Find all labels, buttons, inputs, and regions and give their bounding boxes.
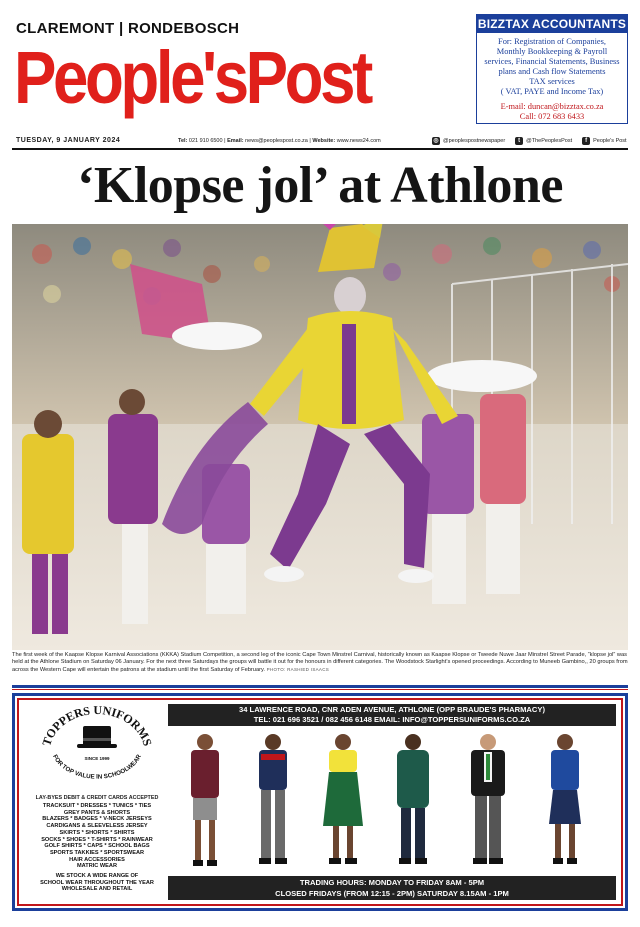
twitter-icon: t bbox=[515, 137, 523, 145]
toppers-logo-bottom-path: FOR TOP VALUE IN SCHOOLWEAR bbox=[51, 753, 143, 781]
student-figure bbox=[191, 734, 219, 866]
toppers-item: SKIRTS * SHORTS * SHIRTS bbox=[59, 829, 135, 836]
student-figure bbox=[397, 734, 429, 864]
headline: ‘Klopse jol’ at Athlone bbox=[77, 157, 563, 214]
toppers-item: SOCKS * SHOES * T-SHIRTS * RAINWEAR bbox=[41, 836, 153, 843]
carnival-photo bbox=[12, 224, 628, 650]
student-figure bbox=[549, 734, 581, 864]
newspaper-logo: People'sPost bbox=[14, 36, 370, 119]
bizztax-line: plans and Cash flow Statements bbox=[498, 67, 606, 76]
masthead bbox=[0, 0, 640, 150]
issue-date: TUESDAY, 9 JANUARY 2024 bbox=[16, 137, 121, 144]
website-value: www.news24.com bbox=[336, 138, 381, 144]
toppers-since: SINCE 1999 bbox=[84, 756, 110, 761]
toppers-stock-note bbox=[27, 873, 167, 893]
instagram-link bbox=[432, 137, 505, 145]
edition-areas: CLAREMONT | RONDEBOSCH bbox=[16, 20, 240, 37]
toppers-item: BLAZERS * BADGES * V-NECK JERSEYS bbox=[42, 816, 152, 823]
toppers-stock-line: WE STOCK A WIDE RANGE OF bbox=[55, 873, 139, 880]
instagram-icon: ◎ bbox=[433, 138, 439, 144]
toppers-item: HAIR ACCESSORIES bbox=[69, 856, 125, 863]
toppers-left-column bbox=[27, 704, 167, 904]
twitter-handle: @ThePeoplesPost bbox=[526, 138, 573, 144]
toppers-hours-line-1: TRADING HOURS: MONDAY TO FRIDAY 8AM - 5PM bbox=[299, 878, 485, 887]
bizztax-line: services, Financial Statements, Business bbox=[484, 57, 620, 66]
toppers-item: GOLF SHIRTS * CAPS * SCHOOL BAGS bbox=[44, 843, 150, 850]
toppers-item: SPORTS TAKKIES * SPORTSWEAR bbox=[49, 849, 145, 856]
email-value: news@peoplespost.co.za bbox=[245, 138, 308, 144]
facebook-link bbox=[582, 137, 626, 145]
email-label: Email: bbox=[227, 138, 244, 144]
toppers-trading-hours bbox=[168, 876, 616, 900]
twitter-link bbox=[515, 137, 572, 145]
student-figure bbox=[259, 734, 287, 864]
top-hat-icon bbox=[77, 726, 117, 748]
student-figure bbox=[323, 734, 363, 864]
minstrel-dancer-illustration bbox=[12, 224, 628, 650]
facebook-icon: f bbox=[582, 137, 590, 145]
bizztax-contact bbox=[477, 102, 627, 122]
toppers-contact: TEL: 021 696 3521 / 082 456 6148 EMAIL: INFO@TOPPERSUNIFORMS.CO.ZA bbox=[253, 715, 531, 724]
bizztax-line: ( VAT, PAYE and Income Tax) bbox=[500, 87, 604, 96]
toppers-stock-line: WHOLESALE AND RETAIL bbox=[61, 886, 133, 893]
social-links bbox=[432, 137, 627, 145]
student-figure bbox=[471, 734, 505, 864]
section-divider-accent bbox=[12, 689, 628, 690]
bizztax-email: E-mail: duncan@bizztax.co.za bbox=[500, 102, 604, 111]
bizztax-advert bbox=[476, 14, 628, 124]
caption-text: The first week of the Kaapse Klopse Karnival Associations (KKKA) Stadium Competition, a second leg of the iconic Cape Town Minstrel Carnival, historically known as Kaapse Klopse or Tweede Nuwe Jaar Minstrel Street Parade, “klopse jol” was held at the Athlone Stadium on Saturday 06 January. For the next three Saturdays the groups will battle it out for the honours in different categories. The Woodstock Starlight’s opened proceedings. According to Muneeb Gambino,, 20 groups from across the Western Cape will entertain the patrons at the stadium until the first Saturday of February. bbox=[12, 652, 628, 674]
photo-caption bbox=[12, 652, 628, 675]
bizztax-phone: Call: 072 683 6433 bbox=[519, 112, 585, 121]
toppers-item: CARDIGANS & SLEEVELESS JERSEY bbox=[46, 823, 148, 830]
toppers-item: MATRIC WEAR bbox=[77, 863, 117, 870]
toppers-address-bar bbox=[168, 704, 616, 726]
toppers-payment: LAY-BYES DEBIT & CREDIT CARDS ACCEPTED bbox=[35, 795, 159, 801]
toppers-item: GREY PANTS & SHORTS bbox=[63, 809, 131, 816]
toppers-address: 34 LAWRENCE ROAD, CNR ADEN AVENUE, ATHLONE (OPP BRAUDE'S PHARMACY) bbox=[239, 705, 545, 714]
masthead-rule bbox=[12, 148, 628, 150]
toppers-uniforms-advert bbox=[12, 693, 628, 911]
tel-label: Tel: bbox=[178, 138, 188, 144]
toppers-hours-line-2: CLOSED FRIDAYS (FROM 12:15 - 2PM) SATURDAY 8.15AM - 1PM bbox=[275, 888, 509, 898]
photo-credit: PHOTO: RASHIED ISAACS bbox=[266, 667, 330, 673]
website-label: Website: bbox=[312, 138, 336, 144]
tel-value: 021 910 6500 bbox=[188, 138, 223, 144]
toppers-stock-line: SCHOOL WEAR THROUGHOUT THE YEAR bbox=[40, 879, 154, 886]
section-divider bbox=[12, 685, 628, 688]
toppers-logo-top-path: TOPPERS UNIFORMS bbox=[39, 704, 155, 748]
toppers-item: TRACKSUIT * DRESSES * TUNICS * TIES bbox=[42, 803, 152, 809]
uniform-models-illustration bbox=[173, 730, 613, 874]
bizztax-services bbox=[477, 33, 627, 97]
bizztax-line: TAX services bbox=[529, 77, 575, 86]
instagram-handle: @peoplespostnewspaper bbox=[443, 138, 506, 144]
contact-line: Tel: 021 910 6500 | Email: news@peoplespost.co.za | Website: www.news24.com bbox=[178, 138, 381, 144]
toppers-logo bbox=[35, 704, 159, 788]
bizztax-title: BIZZTAX ACCOUNTANTS bbox=[477, 17, 627, 31]
bizztax-line: For: Registration of Companies, bbox=[498, 37, 606, 46]
facebook-handle: People's Post bbox=[593, 138, 627, 144]
toppers-item-list bbox=[27, 803, 167, 870]
bizztax-line: Monthly Bookkeeping & Payroll bbox=[496, 47, 608, 56]
